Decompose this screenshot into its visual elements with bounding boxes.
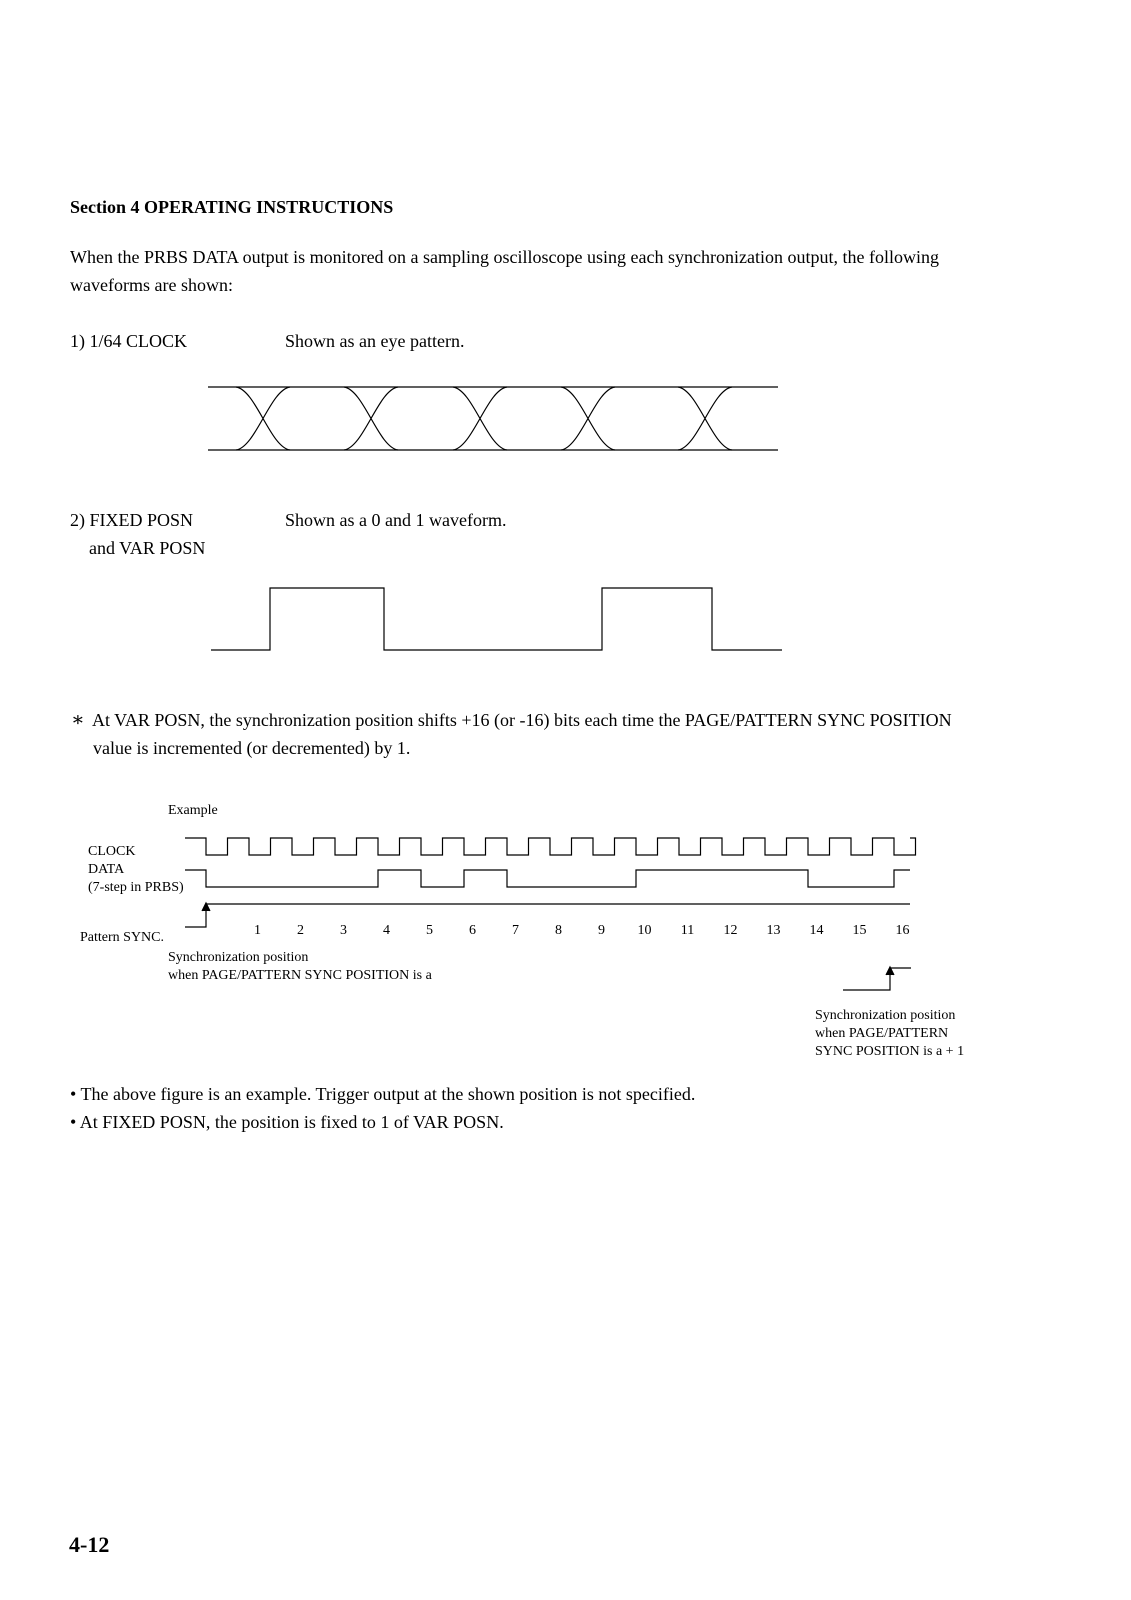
bit-number: 16 [895, 923, 910, 938]
item2-description: Shown as a 0 and 1 waveform. [285, 510, 507, 530]
item1-description: Shown as an eye pattern. [285, 331, 465, 351]
pattern-sync-label: Pattern SYNC. [80, 930, 164, 945]
bit-number: 11 [680, 923, 695, 938]
bit-number: 5 [426, 923, 433, 938]
bit-number: 6 [469, 923, 476, 938]
item2-label-line1: 2) FIXED POSN [70, 510, 194, 530]
sync-b-line1: Synchronization position [815, 1008, 956, 1023]
bit-number-row [0, 923, 1131, 943]
bullet-1: • The above figure is an example. Trigger output at the shown position is not specified. [70, 1084, 696, 1104]
bit-number: 4 [383, 923, 390, 938]
bit-number: 15 [852, 923, 867, 938]
note-line-2: value is incremented (or decremented) by 1. [93, 738, 411, 758]
item2-label-line2: and VAR POSN [89, 538, 206, 558]
fixed-var-posn-waveform [211, 588, 782, 650]
eye-pattern-diagram [208, 387, 778, 450]
sync-a-line2: when PAGE/PATTERN SYNC POSITION is a [168, 968, 432, 983]
eye-crossing [344, 387, 398, 450]
eye-crossing [236, 387, 290, 450]
sync-a-line1: Synchronization position [168, 950, 309, 965]
intro-line-2: waveforms are shown: [70, 275, 233, 295]
bit-number: 12 [723, 923, 738, 938]
sync-a-plus-1-line [843, 968, 911, 990]
clock-waveform [185, 838, 916, 855]
eye-crossing [561, 387, 615, 450]
section-title: Section 4 OPERATING INSTRUCTIONS [70, 197, 394, 217]
example-label: Example [168, 803, 218, 818]
bit-number: 1 [254, 923, 261, 938]
note-marker: ∗ [71, 709, 85, 731]
bit-number: 14 [809, 923, 824, 938]
bit-number: 3 [340, 923, 347, 938]
data-sublabel: (7-step in PRBS) [88, 880, 184, 895]
bit-number: 13 [766, 923, 781, 938]
note-line-1: At VAR POSN, the synchronization position shifts +16 (or -16) bits each time the PAGE/PATTERN SYNC POSITION [92, 710, 952, 730]
sync-arrow-b [886, 967, 894, 975]
item1-label: 1) 1/64 CLOCK [70, 331, 187, 351]
intro-line-1: When the PRBS DATA output is monitored on a sampling oscilloscope using each synchronization output, the following [70, 247, 939, 267]
page-number: 4-12 [69, 1532, 110, 1557]
sync-b-line3: SYNC POSITION is a + 1 [815, 1044, 965, 1059]
bit-number: 9 [598, 923, 605, 938]
eye-crossing [678, 387, 732, 450]
sync-b-line2: when PAGE/PATTERN [815, 1026, 949, 1041]
bit-number: 10 [637, 923, 652, 938]
bullet-2: • At FIXED POSN, the position is fixed to 1 of VAR POSN. [70, 1112, 504, 1132]
bit-number: 2 [297, 923, 304, 938]
bit-number: 8 [555, 923, 562, 938]
data-waveform [185, 870, 910, 887]
bit-number: 7 [512, 923, 519, 938]
eye-crossing [453, 387, 507, 450]
clock-label: CLOCK [88, 844, 136, 859]
data-label: DATA [88, 862, 125, 877]
sync-arrow-a [202, 903, 210, 911]
